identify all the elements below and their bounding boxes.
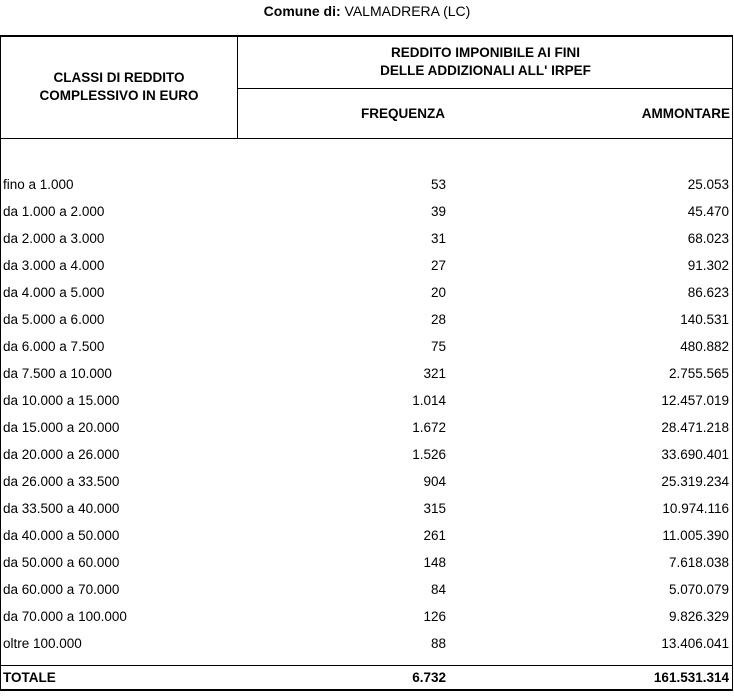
row-ammontare: 12.457.019 <box>661 393 729 408</box>
row-ammontare: 86.623 <box>687 285 729 300</box>
row-classe: da 33.500 a 40.000 <box>3 501 120 516</box>
row-ammontare: 28.471.218 <box>661 420 729 435</box>
page-title <box>0 3 734 19</box>
header-group-line1: REDDITO IMPONIBILE AI FINI <box>390 45 580 60</box>
row-frequenza: 28 <box>430 312 446 327</box>
row-classe: da 7.500 a 10.000 <box>3 366 112 381</box>
header-frequenza: FREQUENZA <box>361 106 445 121</box>
row-ammontare: 140.531 <box>680 312 729 327</box>
row-classe: oltre 100.000 <box>3 636 82 651</box>
title-prefix: Comune di: <box>263 3 341 19</box>
header-classi <box>1 69 237 105</box>
table-row <box>0 202 733 229</box>
header-classi-line2: COMPLESSIVO IN EURO <box>39 88 199 103</box>
row-ammontare: 45.470 <box>687 204 729 219</box>
row-ammontare: 9.826.329 <box>668 609 729 624</box>
header-group <box>238 44 733 80</box>
table-row <box>0 472 733 499</box>
title-comune: VALMADRERA (LC) <box>344 3 471 19</box>
row-classe: fino a 1.000 <box>3 177 74 192</box>
row-ammontare: 480.882 <box>680 339 729 354</box>
table-row <box>0 499 733 526</box>
row-ammontare: 7.618.038 <box>668 555 729 570</box>
row-frequenza: 126 <box>423 609 446 624</box>
row-ammontare: 11.005.390 <box>662 528 729 543</box>
row-frequenza: 75 <box>430 339 446 354</box>
row-frequenza: 315 <box>423 501 446 516</box>
table-row <box>0 526 733 553</box>
row-ammontare: 10.974.116 <box>662 501 729 516</box>
row-ammontare: 5.070.079 <box>668 582 729 597</box>
table-row <box>0 283 733 310</box>
row-frequenza: 1.014 <box>412 393 446 408</box>
table-row <box>0 418 733 445</box>
table-row <box>0 607 733 634</box>
total-frequenza: 6.732 <box>412 670 446 685</box>
row-frequenza: 1.672 <box>412 420 446 435</box>
row-frequenza: 31 <box>430 231 446 246</box>
total-label: TOTALE <box>3 670 56 685</box>
table-row <box>0 634 733 661</box>
row-classe: da 60.000 a 70.000 <box>3 582 120 597</box>
row-classe: da 26.000 a 33.500 <box>3 474 120 489</box>
row-frequenza: 39 <box>430 204 446 219</box>
header-divider-bottom <box>1 138 733 139</box>
table-row <box>0 553 733 580</box>
total-row <box>0 668 733 688</box>
header-ammontare: AMMONTARE <box>641 106 730 121</box>
row-frequenza: 321 <box>423 366 446 381</box>
row-frequenza: 904 <box>423 474 446 489</box>
row-classe: da 4.000 a 5.000 <box>3 285 105 300</box>
table-row <box>0 310 733 337</box>
row-ammontare: 25.319.234 <box>661 474 729 489</box>
header-group-line2: DELLE ADDIZIONALI ALL' IRPEF <box>380 63 591 78</box>
row-classe: da 2.000 a 3.000 <box>3 231 105 246</box>
row-ammontare: 25.053 <box>687 177 729 192</box>
row-frequenza: 53 <box>430 177 446 192</box>
row-classe: da 50.000 a 60.000 <box>3 555 120 570</box>
table-row <box>0 229 733 256</box>
row-frequenza: 84 <box>430 582 446 597</box>
table-row <box>0 364 733 391</box>
row-classe: da 1.000 a 2.000 <box>3 204 105 219</box>
row-frequenza: 27 <box>430 258 446 273</box>
total-ammontare: 161.531.314 <box>653 670 729 685</box>
row-classe: da 15.000 a 20.000 <box>3 420 120 435</box>
table-row <box>0 391 733 418</box>
total-divider <box>1 665 733 666</box>
table-row <box>0 175 733 202</box>
row-ammontare: 91.302 <box>687 258 729 273</box>
row-classe: da 40.000 a 50.000 <box>3 528 120 543</box>
table-row <box>0 337 733 364</box>
table-row <box>0 445 733 472</box>
row-ammontare: 13.406.041 <box>661 636 729 651</box>
table-row <box>0 580 733 607</box>
row-classe: da 70.000 a 100.000 <box>3 609 127 624</box>
row-classe: da 10.000 a 15.000 <box>3 393 120 408</box>
table-row <box>0 256 733 283</box>
row-frequenza: 88 <box>430 636 446 651</box>
row-ammontare: 68.023 <box>687 231 729 246</box>
row-classe: da 20.000 a 26.000 <box>3 447 120 462</box>
header-classi-line1: CLASSI DI REDDITO <box>53 70 185 85</box>
row-classe: da 3.000 a 4.000 <box>3 258 105 273</box>
row-frequenza: 1.526 <box>412 447 446 462</box>
row-classe: da 6.000 a 7.500 <box>3 339 105 354</box>
row-frequenza: 20 <box>430 285 446 300</box>
header-divider-group <box>237 88 733 89</box>
row-frequenza: 261 <box>423 528 446 543</box>
row-ammontare: 2.755.565 <box>668 366 729 381</box>
row-ammontare: 33.690.401 <box>661 447 729 462</box>
row-frequenza: 148 <box>423 555 446 570</box>
row-classe: da 5.000 a 6.000 <box>3 312 105 327</box>
